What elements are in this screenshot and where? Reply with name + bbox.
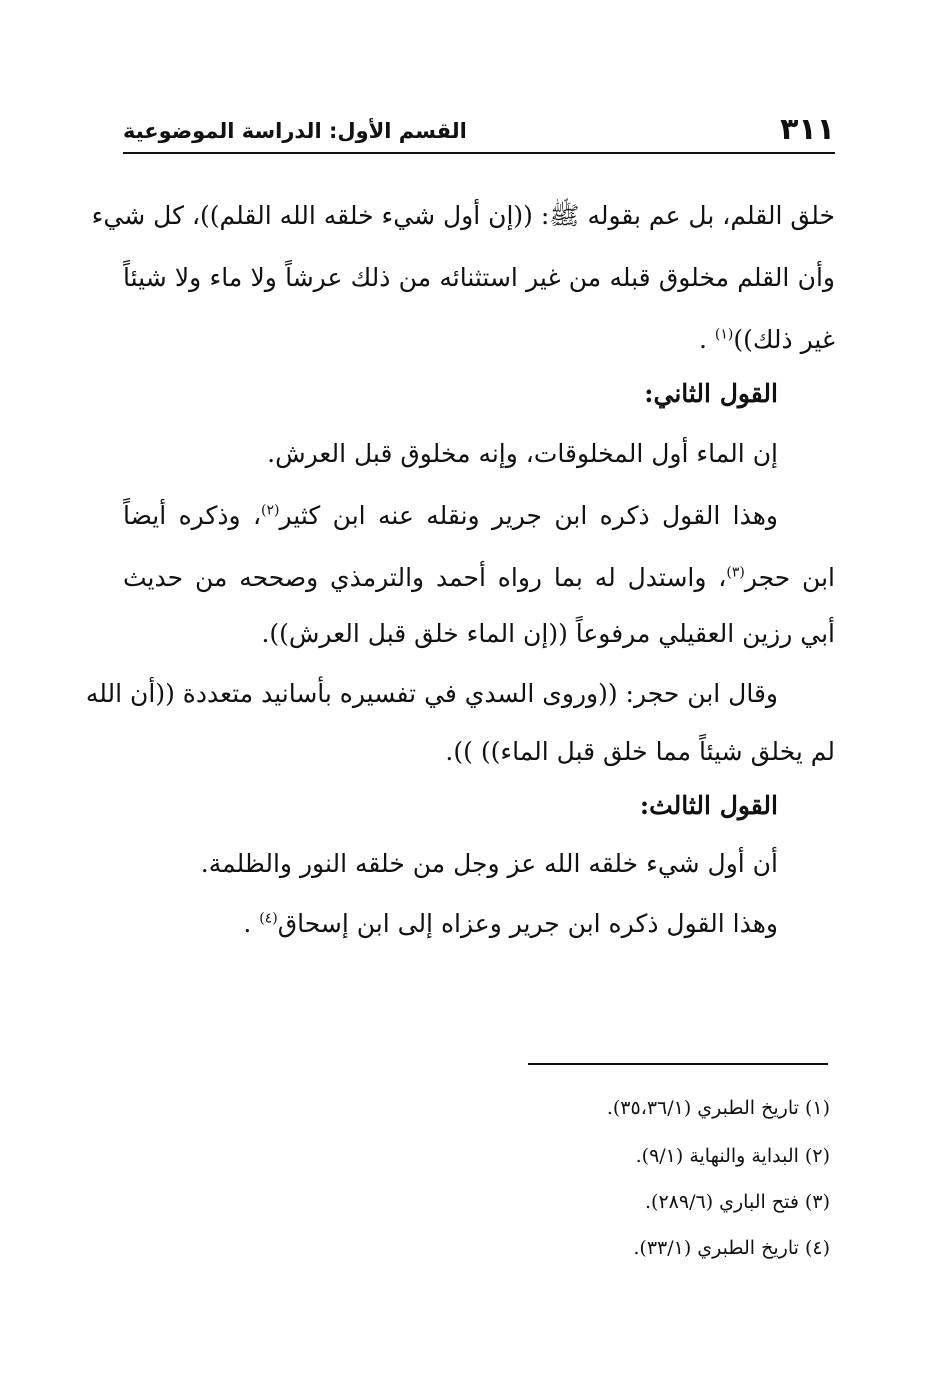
body-line-12: أن أول شيء خلقه الله عز وجل من خلقه النور والظلمة. xyxy=(200,849,778,878)
body-line-6 xyxy=(123,498,778,534)
body-line-1: خلق القلم، بل عم بقوله ﷺ: ((إن أول شيء خلقه الله القلم))، كل شيء xyxy=(91,201,835,230)
body-line-7-b: ، واستدل له بما رواه أحمد والترمذي وصححه من حديث xyxy=(123,563,727,592)
body-line-7-a: ابن حجر xyxy=(744,563,835,592)
body-line-6-a: وهذا القول ذكره ابن جرير ونقله عنه ابن كثير xyxy=(279,501,778,530)
page-number: ٣١١ xyxy=(780,112,835,147)
body-line-3-text: غير ذلك)) xyxy=(733,325,835,354)
body-line-13 xyxy=(243,906,778,942)
footnote-4: (٤) تاريخ الطبري (٣٣/١). xyxy=(633,1237,830,1259)
body-line-3-end: . xyxy=(698,325,707,354)
body-line-3 xyxy=(699,322,835,358)
footnote-ref-2[interactable]: (٢) xyxy=(261,502,280,519)
footnote-1: (١) تاريخ الطبري (٣٥،٣٦/١). xyxy=(606,1097,830,1119)
body-line-7 xyxy=(123,560,835,596)
footnote-3: (٣) فتح الباري (٢٨٩/٦). xyxy=(645,1191,830,1213)
body-line-5: إن الماء أول المخلوقات، وإنه مخلوق قبل العرش. xyxy=(267,439,778,468)
body-line-6-b: ، وذكره أيضاً xyxy=(123,501,262,530)
footnote-2: (٢) البداية والنهاية (٩/١). xyxy=(635,1145,830,1167)
footnote-ref-1[interactable]: (١) xyxy=(714,326,734,343)
page-header xyxy=(123,108,835,154)
footnote-ref-4[interactable]: (٤) xyxy=(259,910,278,927)
body-line-13-end: . xyxy=(243,909,252,938)
body-line-9: وقال ابن حجر: ((وروى السدي في تفسيره بأسانيد متعددة ((أن الله xyxy=(85,679,778,708)
body-line-8: أبي رزين العقيلي مرفوعاً ((إن الماء خلق قبل العرش)). xyxy=(261,619,835,648)
footnote-separator xyxy=(528,1063,828,1065)
footnote-ref-3[interactable]: (٣) xyxy=(726,564,745,581)
running-title: القسم الأول: الدراسة الموضوعية xyxy=(123,119,467,143)
body-line-13-text: وهذا القول ذكره ابن جرير وعزاه إلى ابن إسحاق xyxy=(277,909,778,938)
body-line-10: لم يخلق شيئاً مما خلق قبل الماء)) )). xyxy=(445,737,835,766)
body-line-2: وأن القلم مخلوق قبله من غير استثنائه من ذلك عرشاً ولا ماء ولا شيئاً xyxy=(123,263,835,292)
heading-third-opinion: القول الثالث: xyxy=(639,791,778,820)
heading-second-opinion: القول الثاني: xyxy=(644,379,778,408)
